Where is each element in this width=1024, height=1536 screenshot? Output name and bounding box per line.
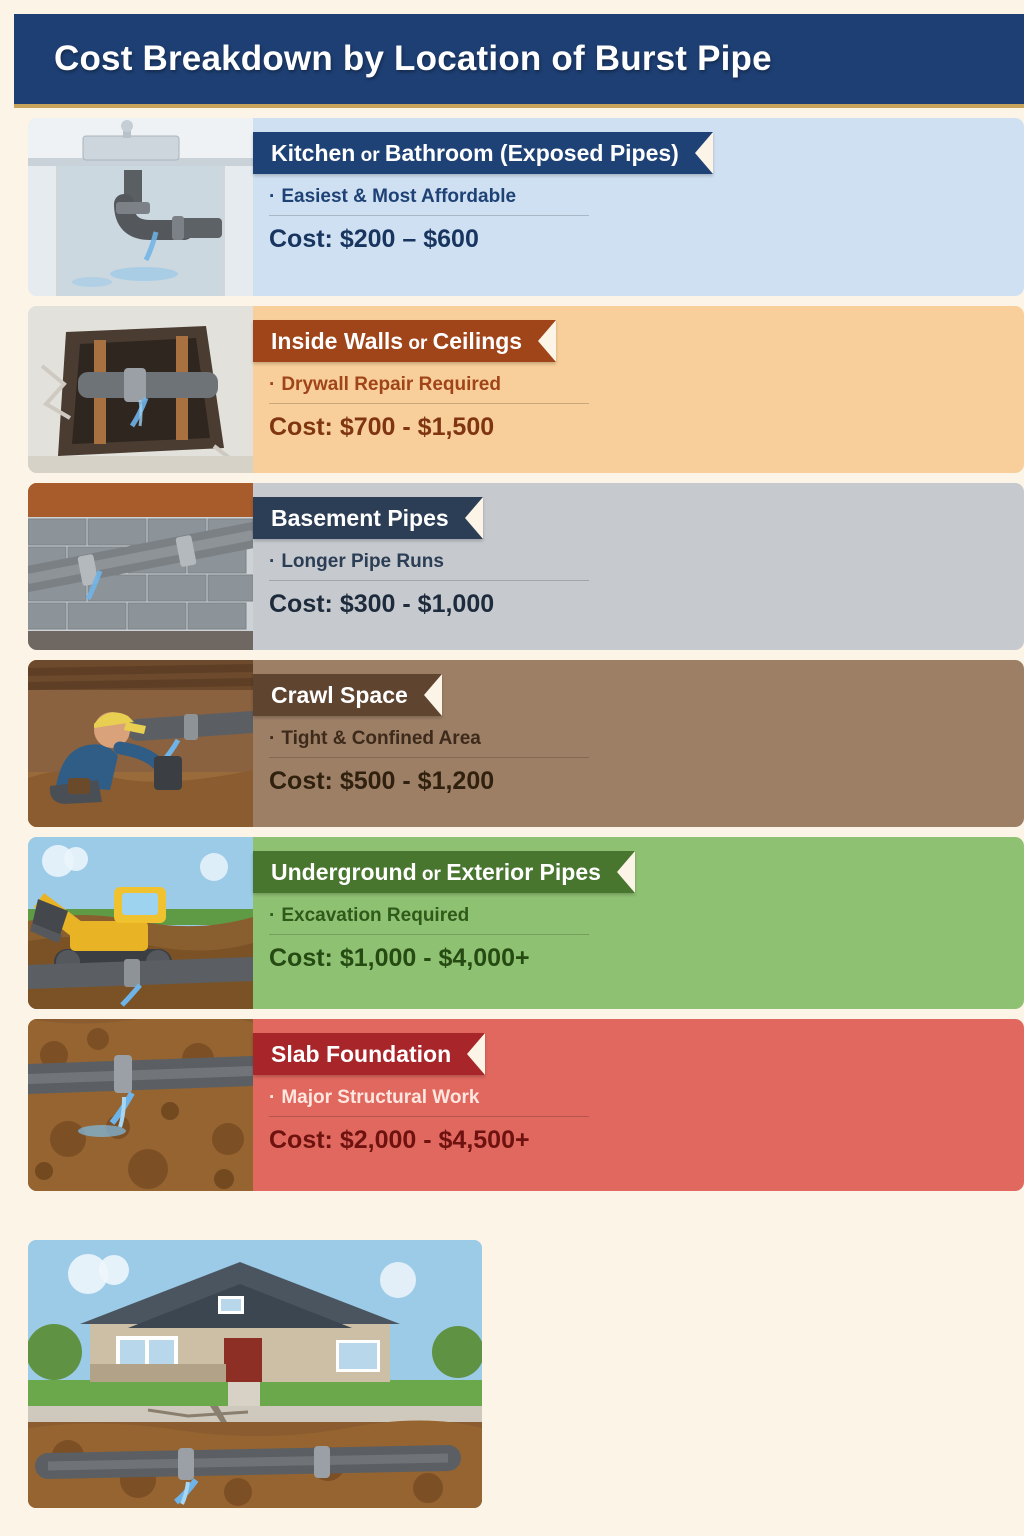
row-body-kitchen-bathroom (253, 118, 1024, 296)
row-cost-label: Cost: (269, 413, 333, 441)
row-bullet (269, 186, 589, 216)
row-title-main: Inside Walls (271, 328, 404, 354)
row-title-rest: Ceilings (432, 328, 523, 354)
row-title-ribbon (253, 1033, 485, 1075)
row-body-crawl-space (253, 660, 1024, 827)
cost-row-inside-walls (28, 306, 1024, 473)
illustration-house-cracked-slab (28, 1240, 482, 1508)
row-cost-value: $500 - $1,200 (339, 767, 495, 795)
house-slab-svg (28, 1240, 482, 1508)
row-bullet-text: Longer Pipe Runs (281, 551, 444, 572)
row-bullet (269, 905, 589, 935)
row-cost-value: $700 - $1,500 (339, 413, 495, 441)
row-title-main: Basement Pipes (271, 505, 449, 531)
row-title-ribbon (253, 320, 556, 362)
row-title-main: Underground (271, 859, 417, 885)
row-bullet-text: Major Structural Work (281, 1087, 480, 1108)
row-title-main: Slab Foundation (271, 1041, 452, 1067)
row-body-underground-exterior (253, 837, 1024, 1009)
row-bullet-text: Easiest & Most Affordable (281, 186, 517, 207)
row-bullet-text: Excavation Required (281, 905, 470, 926)
bullet-dot-icon: · (269, 728, 276, 749)
row-cost (269, 413, 1024, 442)
page-title: Cost Breakdown by Location of Burst Pipe (54, 39, 772, 78)
cost-row-basement-pipes (28, 483, 1024, 650)
row-bullet (269, 551, 589, 581)
row-bullet (269, 1087, 589, 1117)
row-cost-label: Cost: (269, 767, 333, 795)
bullet-dot-icon: · (269, 551, 276, 572)
row-cost-value: $1,000 - $4,000+ (339, 944, 530, 972)
excavator-svg (28, 837, 253, 1009)
row-cost-label: Cost: (269, 944, 333, 972)
row-title-rest: Exterior Pipes (446, 859, 601, 885)
row-title-ribbon (253, 851, 635, 893)
row-cost (269, 225, 1024, 254)
slab-foundation-svg (28, 1019, 253, 1191)
row-cost (269, 590, 1024, 619)
row-cost (269, 767, 1024, 796)
row-bullet-text: Drywall Repair Required (281, 374, 501, 395)
row-title-ribbon (253, 674, 442, 716)
illustration-crawl-space-worker (28, 660, 253, 827)
row-body-inside-walls (253, 306, 1024, 473)
row-bullet (269, 728, 589, 758)
illustration-basement-pipes (28, 483, 253, 650)
row-cost-value: $2,000 - $4,500+ (339, 1126, 530, 1154)
row-title-mid: or (355, 145, 385, 166)
row-body-slab-foundation (253, 1019, 1024, 1191)
basement-svg (28, 483, 253, 650)
bullet-dot-icon: · (269, 905, 276, 926)
bullet-dot-icon: · (269, 1087, 276, 1108)
row-cost-label: Cost: (269, 1126, 333, 1154)
row-title-ribbon (253, 132, 713, 174)
cost-rows-list (28, 118, 1024, 1201)
row-title-ribbon (253, 497, 483, 539)
row-title-mid: or (403, 333, 433, 354)
row-title-main: Crawl Space (271, 682, 408, 708)
row-bullet-text: Tight & Confined Area (281, 728, 481, 749)
bullet-dot-icon: · (269, 186, 276, 207)
cost-row-slab-foundation (28, 1019, 1024, 1191)
drywall-hole-svg (28, 306, 253, 473)
row-cost-label: Cost: (269, 225, 333, 253)
illustration-kitchen-sink-pipes (28, 118, 253, 296)
row-cost-value: $300 - $1,000 (339, 590, 495, 618)
crawl-space-svg (28, 660, 253, 827)
row-title-rest: Bathroom (Exposed Pipes) (384, 140, 679, 166)
row-bullet (269, 374, 589, 404)
cost-row-crawl-space (28, 660, 1024, 827)
illustration-broken-drywall (28, 306, 253, 473)
row-cost-label: Cost: (269, 590, 333, 618)
cost-row-underground-exterior (28, 837, 1024, 1009)
row-body-basement-pipes (253, 483, 1024, 650)
row-cost (269, 1126, 1024, 1155)
page-header (14, 14, 1024, 108)
bullet-dot-icon: · (269, 374, 276, 395)
cost-row-kitchen-bathroom (28, 118, 1024, 296)
kitchen-sink-svg (28, 118, 253, 296)
row-title-mid: or (416, 864, 447, 885)
row-cost (269, 944, 1024, 973)
row-cost-value: $200 – $600 (339, 225, 479, 253)
illustration-slab-buried-pipe (28, 1019, 253, 1191)
illustration-excavator (28, 837, 253, 1009)
row-title-main: Kitchen (271, 140, 356, 166)
